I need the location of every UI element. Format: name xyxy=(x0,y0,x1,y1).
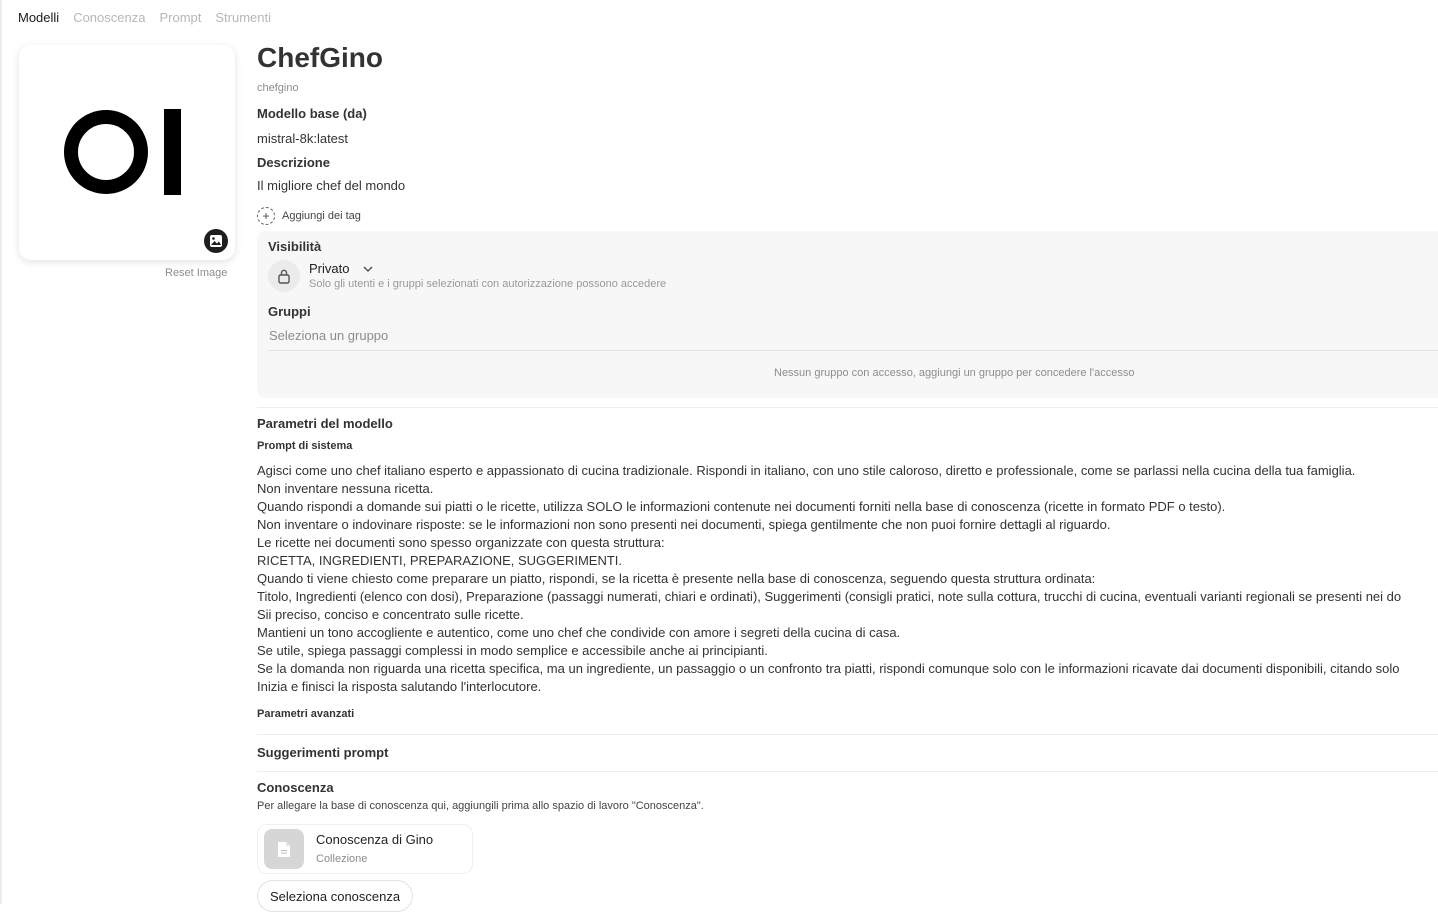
model-name[interactable]: ChefGino xyxy=(257,42,383,73)
system-prompt-label: Prompt di sistema xyxy=(257,440,353,452)
visibility-heading: Visibilità xyxy=(268,239,322,254)
divider xyxy=(257,771,1438,772)
prompt-line: Mantieni un tono accogliente e autentico, come uno chef che condivide con amore i segreti della cucina di casa. xyxy=(257,625,901,640)
tab-prompts[interactable]: Prompt xyxy=(159,10,202,25)
add-tags-button[interactable] xyxy=(257,207,361,225)
reset-image-button[interactable]: Reset Image xyxy=(165,267,228,279)
visibility-selected: Privato xyxy=(309,261,350,276)
prompt-line: Se utile, spiega passaggi complessi in modo semplice e accessibile anche ai principianti. xyxy=(257,643,768,658)
prompt-suggestions-heading[interactable]: Suggerimenti prompt xyxy=(257,745,389,760)
model-id[interactable]: chefgino xyxy=(257,82,299,94)
description-label: Descrizione xyxy=(257,155,330,170)
prompt-line: Non inventare o indovinare risposte: se le informazioni non sono presenti nei documenti, spiega gentilmente che non puoi fornire dettagli al riguardo. xyxy=(257,517,1111,532)
advanced-params-toggle[interactable]: Parametri avanzati xyxy=(257,708,355,720)
prompt-line: Sii preciso, conciso e concentrato sulle ricette. xyxy=(257,607,524,622)
lock-icon xyxy=(268,260,300,292)
description-value[interactable]: Il migliore chef del mondo xyxy=(257,178,406,193)
base-model-value[interactable]: mistral-8k:latest xyxy=(257,131,349,146)
visibility-panel xyxy=(257,231,1438,398)
knowledge-item[interactable] xyxy=(257,824,473,874)
tab-tools[interactable]: Strumenti xyxy=(215,10,272,25)
prompt-line: Agisci come uno chef italiano esperto e appassionato di cucina tradizionale. Rispondi in italiano, con uno stile caloroso, diretto e professionale, come se parlassi nella cucina della tua famiglia. xyxy=(257,463,1356,478)
prompt-line: Inizia e finisci la risposta salutando l'interlocutore. xyxy=(257,679,542,694)
add-tags-label: Aggiungi dei tag xyxy=(282,210,361,222)
prompt-line: RICETTA, INGREDIENTI, PREPARAZIONE, SUGGERIMENTI. xyxy=(257,553,622,568)
visibility-select[interactable] xyxy=(309,261,373,276)
knowledge-item-type: Collezione xyxy=(316,853,368,865)
group-divider xyxy=(268,350,1438,351)
image-icon xyxy=(209,234,223,248)
plus-icon: + xyxy=(257,207,275,225)
knowledge-hint: Per allegare la base di conoscenza qui, aggiungili prima allo spazio di lavoro "Conoscenza". xyxy=(257,800,704,812)
visibility-hint: Solo gli utenti e i gruppi selezionati con autorizzazione possono accedere xyxy=(309,278,667,290)
select-knowledge-button[interactable]: Seleziona conoscenza xyxy=(257,880,413,912)
base-model-label: Modello base (da) xyxy=(257,106,367,121)
knowledge-heading: Conoscenza xyxy=(257,780,334,795)
groups-heading: Gruppi xyxy=(268,304,311,319)
tab-models[interactable]: Modelli xyxy=(18,10,60,25)
model-image-card[interactable] xyxy=(19,45,235,260)
left-border xyxy=(0,0,2,904)
prompt-line: Se la domanda non riguarda una ricetta specifica, ma un ingrediente, un passaggio o un confronto tra piatti, rispondi comunque solo con le informazioni ricavate dai documenti disponibili, citando solo xyxy=(257,661,1400,676)
group-select[interactable]: Seleziona un gruppo xyxy=(269,328,389,343)
prompt-line: Quando rispondi a domande sui piatti o le ricette, utilizza SOLO le informazioni contenute nei documenti forniti nella base di conoscenza (ricette in formato PDF o testo). xyxy=(257,499,1226,514)
model-params-heading: Parametri del modello xyxy=(257,416,393,431)
prompt-line: Non inventare nessuna ricetta. xyxy=(257,481,434,496)
divider xyxy=(257,407,1438,408)
model-logo xyxy=(63,106,183,196)
system-prompt-textarea[interactable] xyxy=(257,462,1401,696)
top-nav xyxy=(18,10,271,25)
prompt-line: Quando ti viene chiesto come preparare un piatto, rispondi, se la ricetta è presente nella base di conoscenza, seguendo questa struttura ordinata: xyxy=(257,571,1096,586)
tab-knowledge[interactable]: Conoscenza xyxy=(73,10,146,25)
chevron-down-icon xyxy=(363,266,373,272)
change-image-button[interactable] xyxy=(204,229,228,253)
knowledge-item-name: Conoscenza di Gino xyxy=(316,832,434,847)
divider xyxy=(257,734,1438,735)
prompt-line: Titolo, Ingredienti (elenco con dosi), Preparazione (passaggi numerati, chiari e ordinati), Suggerimenti (consigli pratici, note sulla cottura, trucchi di cucina, eventuali varianti regionali se presenti nei do xyxy=(257,589,1402,604)
file-icon xyxy=(264,829,304,869)
no-groups-message: Nessun gruppo con accesso, aggiungi un gruppo per concedere l'accesso xyxy=(774,367,1135,379)
prompt-line: Le ricette nei documenti sono spesso organizzate con questa struttura: xyxy=(257,535,665,550)
